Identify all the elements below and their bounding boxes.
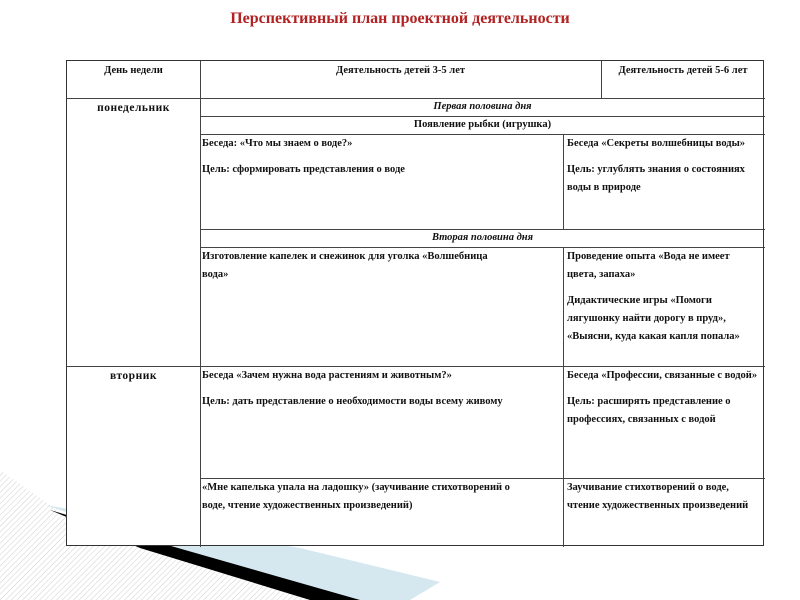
tuesday-row2-5-6 [563, 478, 765, 547]
activity-experiment: Проведение опыта «Вода не имеет цвета, запаха» [567, 251, 730, 280]
project-plan-table [66, 60, 764, 546]
tuesday-row1-5-6 [563, 366, 765, 478]
activity-title: Беседа «Зачем нужна вода растениям и животным?» [202, 370, 452, 381]
activity-goal: Цель: расширять представление о профессиях, связанных с водой [567, 396, 731, 425]
activity-title: «Мне капелька упала на ладошку» (заучивание стихотворений о воде, чтение художественных произведений) [202, 482, 510, 511]
page-title: Перспективный план проектной деятельности [230, 10, 570, 27]
monday-afternoon-3-5 [200, 247, 563, 366]
activity-title: Беседа: «Что мы знаем о воде?» [202, 138, 353, 149]
activity-title: Беседа «Секреты волшебницы воды» [567, 138, 746, 149]
activity-title: Беседа «Профессии, связанные с водой» [567, 370, 758, 381]
day-tuesday: вторник [110, 370, 157, 382]
header-age-3-5: Деятельность детей 3-5 лет [335, 65, 466, 76]
monday-afternoon-5-6 [563, 247, 765, 366]
day-monday: понедельник [97, 102, 170, 114]
tuesday-row1-3-5 [200, 366, 563, 478]
second-half-label: Вторая половина дня [431, 232, 534, 243]
shared-topic: Появление рыбки (игрушка) [413, 119, 552, 130]
activity-goal: Цель: сформировать представления о воде [202, 164, 405, 175]
header-day: День недели [104, 65, 163, 76]
activity-goal: Цель: углублять знания о состояниях воды в природе [567, 164, 745, 193]
monday-morning-5-6 [563, 134, 765, 229]
monday-morning-3-5 [200, 134, 563, 229]
activity-games: Дидактические игры «Помоги лягушонку найти дорогу в пруд», «Выясни, куда какая капля попала» [567, 295, 740, 342]
header-age-5-6: Деятельность детей 5-6 лет [618, 65, 748, 76]
first-half-label: Первая половина дня [433, 101, 532, 112]
activity-title: Изготовление капелек и снежинок для уголка «Волшебница вода» [202, 251, 488, 280]
activity-title: Заучивание стихотворений о воде, чтение художественных произведений [567, 482, 749, 511]
tuesday-row2-3-5 [200, 478, 563, 547]
activity-goal: Цель: дать представление о необходимости воды всему живому [202, 396, 503, 407]
